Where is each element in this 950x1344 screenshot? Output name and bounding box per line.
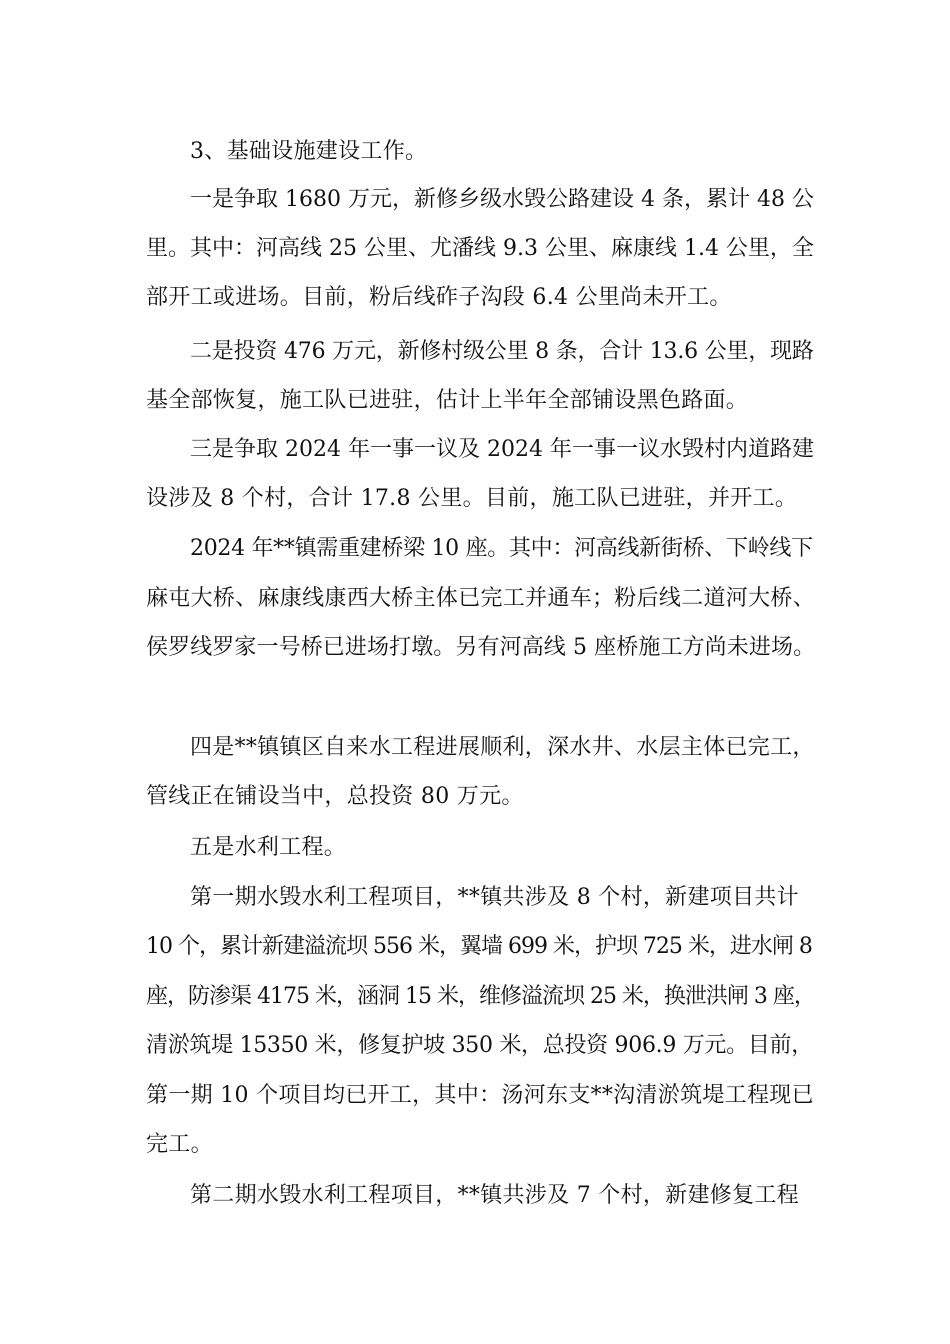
paragraph-line: 2024 年**镇需重建桥梁 10 座。其中：河高线新街桥、下岭线下 [190,536,813,561]
paragraph-line: 设涉及 8 个村，合计 17.8 公里。目前，施工队已进驻，并开工。 [146,486,798,511]
paragraph-line: 座，防渗渠 4175 米，涵洞 15 米，维修溢流坝 25 米，换泄洪闸 3 座， [146,984,815,1009]
paragraph-line: 二是投资 476 万元，新修村级公里 8 条，合计 13.6 公里，现路 [190,339,814,364]
paragraph-line: 麻屯大桥、麻康线康西大桥主体已完工并通车；粉后线二道河大桥、 [146,586,816,611]
paragraph-line: 五是水利工程。 [190,835,347,860]
paragraph-line: 管线正在铺设当中，总投资 80 万元。 [146,784,524,809]
paragraph-line: 完工。 [146,1132,213,1157]
paragraph-line: 一是争取 1680 万元，新修乡级水毁公路建设 4 条，累计 48 公 [190,187,814,212]
paragraph-line: 四是**镇镇区自来水工程进展顺利，深水井、水层主体已完工， [190,735,815,760]
paragraph-line: 10 个，累计新建溢流坝 556 米，翼墙 699 米，护坝 725 米，进水闸 8 [146,934,812,959]
paragraph-line: 里。其中：河高线 25 公里、尤潘线 9.3 公里、麻康线 1.4 公里，全 [146,236,814,261]
paragraph-line: 第一期 10 个项目均已开工，其中：汤河东支**沟清淤筑堤工程现已 [146,1083,814,1108]
paragraph-line: 基全部恢复，施工队已进驻，估计上半年全部铺设黑色路面。 [146,388,749,413]
paragraph-line: 侯罗线罗家一号桥已进场打墩。另有河高线 5 座桥施工方尚未进场。 [146,635,816,660]
paragraph-line: 部开工或进场。目前，粉后线砟子沟段 6.4 公里尚未开工。 [146,285,732,310]
paragraph-line: 三是争取 2024 年一事一议及 2024 年一事一议水毁村内道路建 [190,437,814,462]
paragraph-line: 第二期水毁水利工程项目，**镇共涉及 7 个村，新建修复工程 [190,1183,799,1208]
section-heading: 3、基础设施建设工作。 [190,139,428,164]
paragraph-line: 第一期水毁水利工程项目，**镇共涉及 8 个村，新建项目共计 [190,885,799,910]
paragraph-line: 清淤筑堤 15350 米，修复护坡 350 米，总投资 906.9 万元。目前， [146,1033,813,1058]
